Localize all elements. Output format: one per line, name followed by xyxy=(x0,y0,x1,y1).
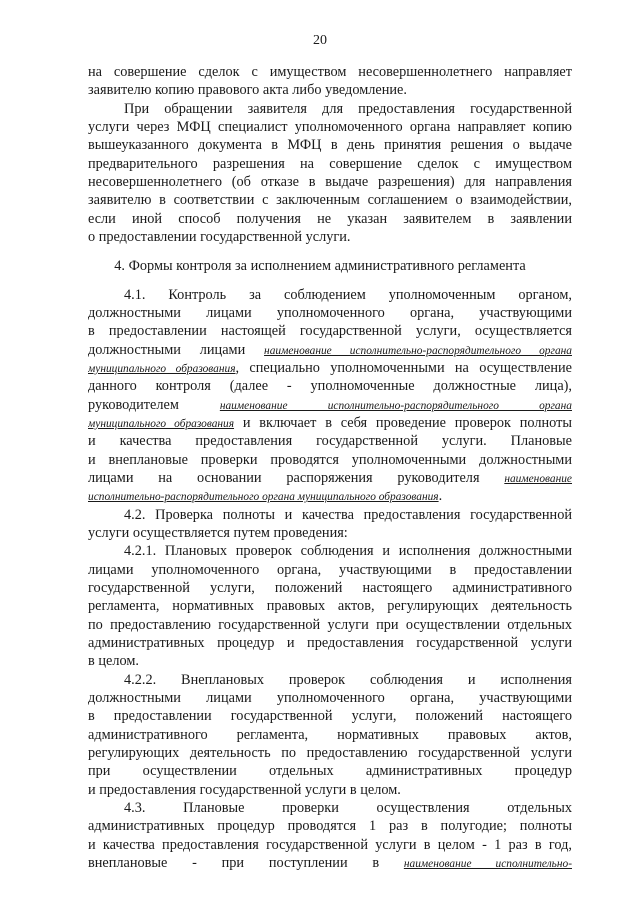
text-segment: в предоставлении настоящей государственной услуги, осуществляется xyxy=(88,323,572,339)
text-line xyxy=(88,524,572,542)
underlined-placeholder-text: наименование xyxy=(504,473,572,485)
text-line xyxy=(88,155,572,173)
text-line xyxy=(88,304,572,322)
text-segment: заявителю копию правового акта либо уведомление. xyxy=(88,82,407,98)
text-segment: административных процедур проводятся 1 раз в полугодие; полноты xyxy=(88,818,572,834)
text-line xyxy=(88,322,572,340)
text-segment: и предоставления государственной услуги в целом. xyxy=(88,782,401,798)
text-line xyxy=(88,487,572,505)
text-segment: и внеплановые проверки проводятся уполномоченными должностными xyxy=(88,452,572,468)
text-segment: регулирующих деятельность по предоставлению государственной услуги xyxy=(88,745,572,761)
text-segment: лицами на основании распоряжения руководителя xyxy=(88,470,505,486)
underlined-placeholder-text: наименование исполнительно-распорядительного органа xyxy=(219,400,572,412)
text-line xyxy=(88,173,572,191)
text-segment: данного контроля (далее - уполномоченные должностные лица), xyxy=(88,378,572,394)
text-segment: 4.1. Контроль за соблюдением уполномоченным органом, xyxy=(124,287,572,303)
text-line xyxy=(88,210,572,228)
underlined-placeholder-text: муниципального образования xyxy=(88,363,236,375)
text-line xyxy=(88,616,572,634)
text-segment: должностными лицами уполномоченного органа, участвующими xyxy=(88,305,572,321)
text-line xyxy=(88,359,572,377)
text-segment: заявителю в соответствии с заключенным соглашением о взаимодействии, xyxy=(88,192,572,208)
text-segment: лицами уполномоченного органа, участвующими в предоставлении xyxy=(88,562,572,578)
text-segment: вышеуказанного документа в МФЦ в день принятия решения о выдаче xyxy=(88,137,572,153)
underlined-placeholder-text: наименование исполнительно-распорядительного органа xyxy=(264,345,572,357)
text-line xyxy=(88,726,572,744)
text-segment: несовершеннолетнего (об отказе в выдаче разрешения) для направления xyxy=(88,174,572,190)
text-line xyxy=(88,781,572,799)
text-segment: государственной услуги, положений настоящего административного xyxy=(88,580,572,596)
text-segment: 4. Формы контроля за исполнением административного регламента xyxy=(114,258,526,274)
text-segment: и качества предоставления государственной услуги в целом - 1 раз в год, xyxy=(88,837,572,853)
text-segment: предварительного разрешения на совершение сделок с имуществом xyxy=(88,156,572,172)
underlined-placeholder-text: муниципального образования xyxy=(88,418,235,430)
underlined-placeholder-text: исполнительно-распорядительного органа муниципального образования xyxy=(88,491,439,503)
text-line xyxy=(124,286,572,304)
text-segment: При обращении заявителя для предоставления государственной xyxy=(124,101,572,117)
text-line xyxy=(88,762,572,780)
text-line xyxy=(88,597,572,615)
section-heading xyxy=(0,257,640,275)
text-segment: . xyxy=(438,488,443,504)
text-segment: и включает в себя проведение проверок полноты xyxy=(234,415,572,431)
text-segment: 4.3. Плановые проверки осуществления отдельных xyxy=(124,800,572,816)
text-line xyxy=(88,228,572,246)
text-line xyxy=(88,396,572,414)
text-segment: если иной способ получения не указан заявителем в заявлении xyxy=(88,211,572,227)
text-segment: по предоставлению государственной услуги при осуществлении отдельных xyxy=(88,617,572,633)
text-line xyxy=(88,377,572,395)
text-segment: внеплановые - при поступлении в xyxy=(88,855,404,871)
text-segment: административного регламента, нормативных правовых актов, xyxy=(88,727,572,743)
text-line xyxy=(88,136,572,154)
text-line xyxy=(88,432,572,450)
text-line xyxy=(88,744,572,762)
text-line xyxy=(88,707,572,725)
text-line xyxy=(124,506,572,524)
text-line xyxy=(124,671,572,689)
text-segment: о предоставлении государственной услуги. xyxy=(88,229,351,245)
text-segment: должностными лицами xyxy=(88,342,265,358)
page-number: 20 xyxy=(313,33,327,48)
text-segment: и качества предоставления государственной услуги. Плановые xyxy=(88,433,572,449)
text-line xyxy=(88,652,572,670)
underlined-placeholder-text: наименование исполнительно- xyxy=(403,858,572,870)
text-segment: 4.2. Проверка полноты и качества предоставления государственной xyxy=(124,507,572,523)
text-line xyxy=(88,81,572,99)
text-line xyxy=(88,63,572,81)
text-line xyxy=(88,469,572,487)
text-line xyxy=(88,561,572,579)
text-line xyxy=(88,836,572,854)
text-segment: должностными лицами уполномоченного органа, участвующими xyxy=(88,690,572,706)
text-segment: в целом. xyxy=(88,653,139,669)
text-segment: административных процедур и предоставления государственной услуги xyxy=(88,635,572,651)
text-segment: услуги через МФЦ специалист уполномоченного органа направляет копию xyxy=(88,119,572,135)
text-line xyxy=(124,542,572,560)
text-segment: , специально уполномоченными на осуществление xyxy=(235,360,572,376)
text-segment: 4.2.1. Плановых проверок соблюдения и исполнения должностными xyxy=(124,543,572,559)
text-line xyxy=(88,118,572,136)
text-segment: руководителем xyxy=(88,397,220,413)
text-segment: в предоставлении государственной услуги, положений настоящего xyxy=(88,708,572,724)
text-line xyxy=(88,689,572,707)
text-line xyxy=(124,799,572,817)
text-line xyxy=(88,817,572,835)
text-line xyxy=(124,100,572,118)
text-line xyxy=(88,191,572,209)
text-segment: 4.2.2. Внеплановых проверок соблюдения и исполнения xyxy=(124,672,572,688)
text-line xyxy=(88,854,572,872)
text-segment: при осуществлении отдельных административных процедур xyxy=(88,763,572,779)
text-line xyxy=(88,341,572,359)
text-segment: регламента, нормативных правовых актов, регулирующих деятельность xyxy=(88,598,572,614)
text-line xyxy=(88,579,572,597)
text-segment: на совершение сделок с имуществом несовершеннолетнего направляет xyxy=(88,64,572,80)
text-line xyxy=(88,414,572,432)
text-line xyxy=(88,634,572,652)
text-segment: услуги осуществляется путем проведения: xyxy=(88,525,348,541)
text-line xyxy=(88,451,572,469)
